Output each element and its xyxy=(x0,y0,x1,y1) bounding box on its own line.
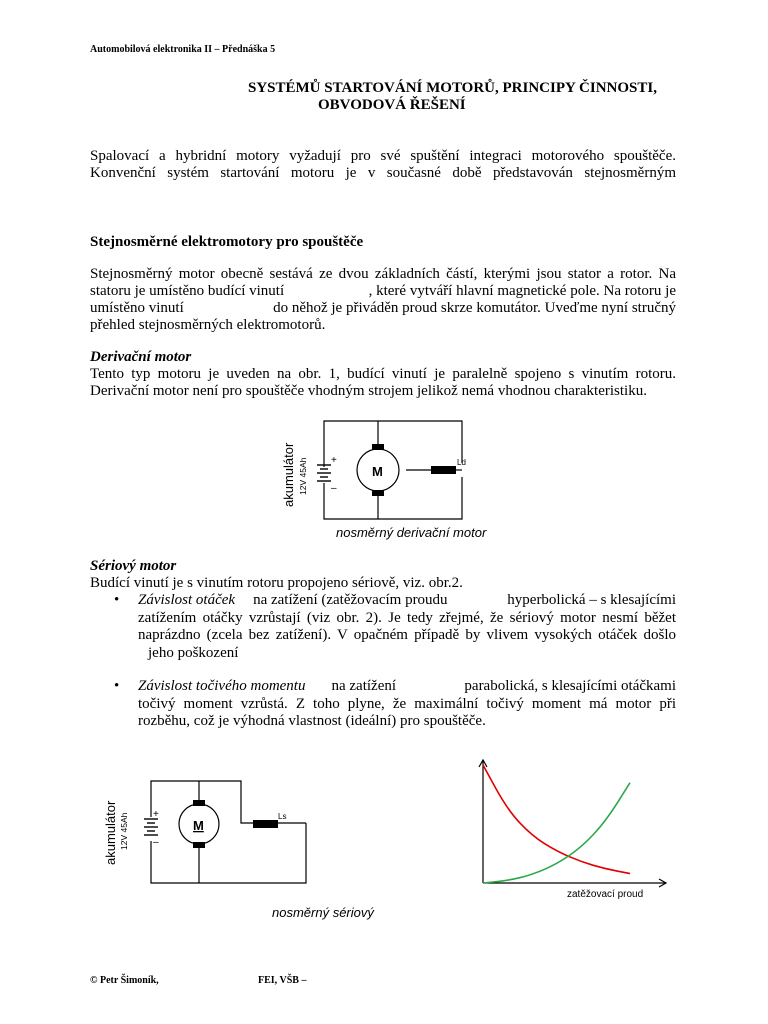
footer-author: © Petr Šimoník, xyxy=(90,975,159,986)
dc-para-line2 xyxy=(90,283,676,301)
coil-ls-label: Ls xyxy=(278,812,287,821)
bullet1-a: na zatížení (zatěžovacím proudu xyxy=(253,592,448,608)
battery-label: akumulátor xyxy=(281,442,296,507)
motor-m-label: M xyxy=(372,464,383,479)
heading-derivacni-motor: Derivační motor xyxy=(90,349,192,365)
bullet1-line2: zatížením otáčky vzrůstají (viz obr. 2). Je tedy zřejmé, že sériový motor nesmí běžet xyxy=(138,609,676,626)
intro-line2: Konvenční systém startování motoru je v současné době představován stejnosměrným xyxy=(90,165,676,181)
bullet-zavislost-otacek xyxy=(114,592,676,662)
field-coil-ld xyxy=(431,466,456,474)
characteristic-graph xyxy=(470,755,670,905)
dc-para-line3-a: umístěno vinutí xyxy=(90,300,184,316)
page-title-line1: SYSTÉMŮ STARTOVÁNÍ MOTORŮ, PRINCIPY ČINNOSTI, xyxy=(248,80,657,96)
battery-spec: 12V 45Ah xyxy=(119,812,129,850)
bullet2-a: na zatížení xyxy=(331,678,397,694)
bullet-dot: • xyxy=(114,678,120,694)
battery-minus: – xyxy=(153,837,159,848)
bullet2-line2: točivý moment vzrůstá. Z toho plyne, že maximální točivý moment má motor při xyxy=(138,695,676,712)
brush-bottom xyxy=(193,842,205,848)
battery-label: akumulátor xyxy=(103,800,118,865)
running-header: Automobilová elektronika II – Přednáška 5 xyxy=(90,44,276,55)
derivacni-line2: Derivační motor není pro spouštěče vhodným strojem jelikož nemá vhodnou charakteristiku. xyxy=(90,383,647,399)
bullet2-b: parabolická, s klesajícími otáčkami xyxy=(464,678,676,694)
bullet1-b: hyperbolická – s klesajícími xyxy=(507,592,676,608)
brush-top xyxy=(372,444,384,450)
bullet-zavislost-momentu xyxy=(114,678,676,731)
battery-spec: 12V 45Ah xyxy=(298,457,308,495)
bullet2-term: Závislost točivého momentu xyxy=(138,678,306,694)
seriovy-line1: Budící vinutí je s vinutím rotoru propojeno sériově, viz. obr.2. xyxy=(90,575,463,591)
series-motor-diagram xyxy=(96,775,326,887)
battery-plus: + xyxy=(331,455,337,466)
dc-para-line1: Stejnosměrný motor obecně sestává ze dvou základních částí, kterými jsou stator a rotor. Na xyxy=(90,266,676,282)
dc-para-line3 xyxy=(90,300,676,318)
dc-para-line2-a: statoru je umístěno budící vinutí xyxy=(90,283,285,299)
bullet1-term: Závislost otáček xyxy=(138,592,236,608)
dc-para-line3-b: do něhož je přiváděn proud skrze komutátor. Uveďme nyní stručný xyxy=(273,300,676,316)
torque-curve xyxy=(483,783,630,883)
brush-bottom xyxy=(372,490,384,496)
bullet2-line3: rozběhu, což je výhodná vlastnost (ideální) pro spouštěče. xyxy=(138,713,486,729)
battery-minus: – xyxy=(331,483,337,494)
figure2-caption: nosměrný sériový xyxy=(272,905,374,920)
shunt-motor-diagram xyxy=(276,415,506,525)
coil-ld-label: Ld xyxy=(457,458,466,467)
figure1-caption: nosměrný derivační motor xyxy=(336,525,487,540)
section-heading-dc-motors: Stejnosměrné elektromotory pro spouštěče xyxy=(90,234,364,250)
derivacni-line1: Tento typ motoru je uveden na obr. 1, budící vinutí je paralelně spojeno s vinutím rotoru. xyxy=(90,366,676,382)
bullet1-line4: jeho poškození xyxy=(148,644,239,661)
brush-top xyxy=(193,800,205,806)
battery-plus: + xyxy=(153,809,159,820)
bullet-dot: • xyxy=(114,592,120,608)
dc-para-line4: přehled stejnosměrných elektromotorů. xyxy=(90,317,326,333)
footer-institution: FEI, VŠB – xyxy=(258,975,307,986)
page-title-line2: OBVODOVÁ ŘEŠENÍ xyxy=(318,97,466,113)
dc-para-line2-b: , které vytváří hlavní magnetické pole. Na rotoru je xyxy=(368,283,676,299)
motor-m-label: M xyxy=(193,818,204,833)
speed-curve xyxy=(483,765,630,874)
intro-line1: Spalovací a hybridní motory vyžadují pro své spuštění integraci motorového spouštěče. xyxy=(90,148,676,164)
bullet1-line3: naprázdno (zcela bez zatížení). V opačném případě by vlivem vysokých otáček došlo xyxy=(138,627,676,643)
heading-seriovy-motor: Sériový motor xyxy=(90,558,177,574)
x-axis-label: zatěžovací proud xyxy=(567,889,644,900)
field-coil-ls xyxy=(253,820,278,828)
